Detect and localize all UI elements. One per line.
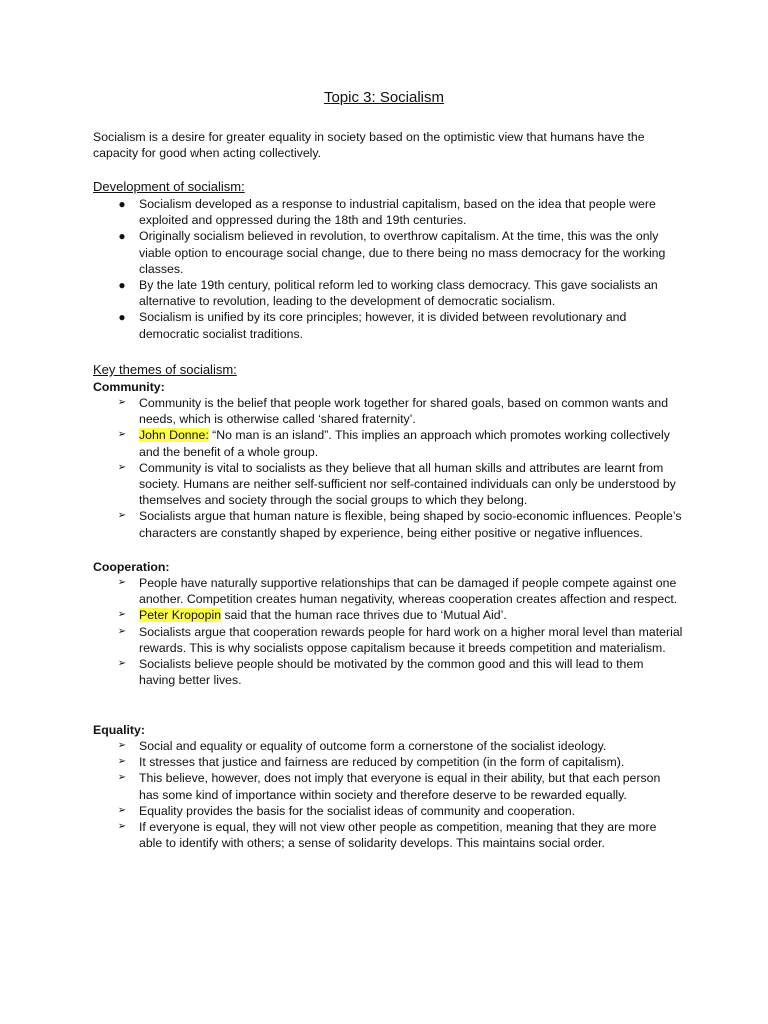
intro-paragraph: Socialism is a desire for greater equality in society based on the optimistic view that humans have the capacity for good when acting collectively.	[93, 130, 645, 161]
list-item	[93, 738, 683, 754]
page-title: Topic 3: Socialism	[323, 89, 445, 106]
highlighted-name-john-donne: John Donne:	[139, 428, 209, 443]
arrow-bullet-icon: ➢	[117, 397, 127, 408]
arrow-bullet-icon: ➢	[117, 804, 127, 816]
arrow-bullet-icon: ➢	[117, 756, 127, 768]
list-item-text: Equality provides the basis for the socialist ideas of community and cooperation.	[139, 803, 576, 818]
list-item-text: By the late 19th century, political reform led to working class democracy. This gave socialists an alternative to revolution, leading to the development of democratic socialism.	[139, 278, 658, 309]
list-item	[93, 196, 683, 228]
arrow-bullet-icon: ➢	[117, 658, 127, 670]
community-heading: Community:	[93, 380, 165, 394]
list-item-text: Socialism developed as a response to industrial capitalism, based on the idea that people were exploited and oppressed during the 18th and 19th centuries.	[139, 197, 656, 228]
list-item-text: Socialism is unified by its core principles; however, it is divided between revolutionary and democratic socialist traditions.	[139, 310, 627, 341]
development-heading: Development of socialism:	[93, 179, 245, 194]
list-item-text: Community is the belief that people work together for shared goals, based on common wants and needs, which is otherwise called ‘shared fraternity’.	[139, 396, 669, 427]
list-item-text: Social and equality or equality of outcome form a cornerstone of the socialist ideology.	[139, 739, 607, 753]
list-item	[93, 277, 683, 309]
list-item-text: If everyone is equal, they will not view other people as competition, meaning that they are more able to identify with others; a sense of solidarity develops. This maintains social order.	[139, 820, 657, 851]
arrow-bullet-icon: ➢	[117, 461, 127, 473]
equality-heading: Equality:	[93, 723, 145, 737]
arrow-bullet-icon: ➢	[117, 609, 127, 621]
cooperation-heading: Cooperation:	[93, 560, 170, 574]
list-item-text: It stresses that justice and fairness are reduced by competition (in the form of capitalism).	[139, 755, 625, 770]
arrow-bullet-icon: ➢	[117, 429, 127, 441]
list-item	[93, 656, 683, 688]
community-list	[93, 395, 683, 541]
list-item-text: “No man is an island”. This implies an approach which promotes working collectively and the benefit of a whole group.	[139, 428, 670, 459]
cooperation-list	[93, 575, 683, 688]
list-item-text: said that the human race thrives due to ‘Mutual Aid’.	[224, 608, 507, 623]
list-item-text: Socialists argue that human nature is flexible, being shaped by socio-economic influences. People’s characters are constantly shaped by experience, being either positive or negative influences.	[139, 509, 682, 540]
arrow-bullet-icon: ➢	[117, 510, 127, 522]
arrow-bullet-icon: ➢	[117, 740, 127, 751]
bullet-icon: ●	[118, 197, 126, 211]
list-item-text: Socialists argue that cooperation rewards people for hard work on a higher moral level than material rewards. This is why socialists oppose capitalism because it breeds competition and materialism.	[139, 624, 683, 655]
list-item-text: People have naturally supportive relationships that can be damaged if people compete against one another. Competition creates human negativity, whereas cooperation creates affection and respect.	[139, 576, 678, 607]
list-item	[93, 754, 683, 770]
list-item-text: Originally socialism believed in revolution, to overthrow capitalism. At the time, this was the only viable option to encourage social change, due to there being no mass democracy for the working classes.	[139, 229, 666, 276]
list-item	[93, 309, 683, 341]
list-item	[93, 427, 683, 459]
themes-heading: Key themes of socialism:	[93, 362, 237, 377]
bullet-icon: ●	[118, 278, 126, 293]
arrow-bullet-icon: ➢	[117, 772, 127, 784]
list-item	[93, 508, 683, 540]
list-item	[93, 228, 683, 277]
bullet-icon: ●	[118, 310, 126, 325]
list-item-text: Community is vital to socialists as they believe that all human skills and attributes are learnt from society. Humans are neither self-sufficient nor self-contained individuals can only be understood by themselves and society through the social groups to which they belong.	[139, 460, 676, 508]
list-item	[93, 575, 683, 607]
arrow-bullet-icon: ➢	[117, 625, 127, 637]
development-list	[93, 196, 683, 342]
list-item-text: This believe, however, does not imply that everyone is equal in their ability, but that each person has some kind of importance within society and therefore deserve to be rewarded equally.	[139, 771, 661, 802]
highlighted-name-peter-kropopin: Peter Kropopin	[139, 608, 222, 623]
list-item	[93, 607, 683, 623]
list-item	[93, 460, 683, 509]
bullet-icon: ●	[118, 229, 126, 244]
list-item	[93, 819, 683, 851]
arrow-bullet-icon: ➢	[117, 821, 127, 833]
list-item-text: Socialists believe people should be motivated by the common good and this will lead to them having better lives.	[139, 657, 644, 688]
arrow-bullet-icon: ➢	[117, 577, 127, 588]
list-item	[93, 624, 683, 656]
equality-list	[93, 738, 683, 851]
list-item	[93, 803, 683, 819]
list-item	[93, 770, 683, 802]
list-item	[93, 395, 683, 427]
